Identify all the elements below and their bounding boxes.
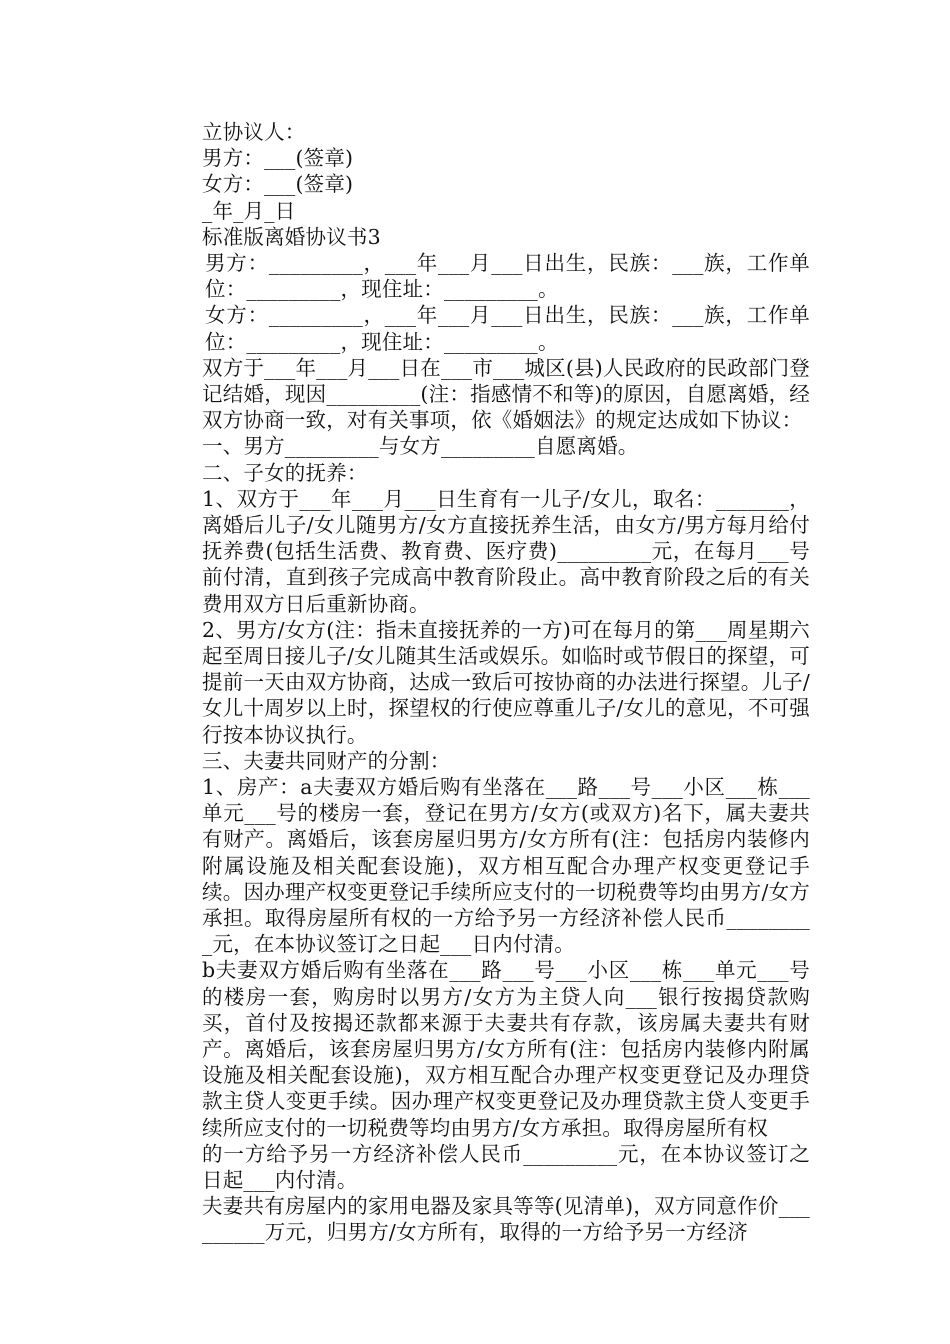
clause-child-custody: 1、双方于___年___月___日生育有一儿子/女儿，取名：_______，离婚后儿子/女儿随男方/女方直接抚养生活，由女方/男方每月给付抚养费(包括生活费、教育费、医疗费)_________元，在每月___号前付清，直到孩子完成高中教育阶段止。高中教育阶段之后的有关费用双方日后重新协商。 <box>202 486 810 616</box>
signature-date-line: _年_月_日 <box>202 198 296 223</box>
male-signature-line: 男方：___(签章) <box>202 146 354 171</box>
intro-paragraph: 双方于___年___月___日在___市___城区(县)人民政府的民政部门登记结婚，现因_________(注：指感情不和等)的原因，自愿离婚，经双方协商一致，对有关事项，依《婚姻法》的规定达成如下协议： <box>202 355 810 433</box>
female-party-info: 女方：_________，___年___月___日出生，民族：___族，工作单位：_________，现住址：_________。 <box>205 303 810 354</box>
male-party-info: 男方：_________，___年___月___日出生，民族：___族，工作单位：_________，现住址：_________。 <box>205 250 810 302</box>
signatory-header: 立协议人： <box>202 120 306 144</box>
clause-divorce: 一、男方_________与女方_________自愿离婚。 <box>202 434 639 459</box>
clause-property-furniture: 夫妻共有房屋内的家用电器及家具等等(见清单)，双方同意作价_________万元，归男方/女方所有，取得的一方给予另一方经济 <box>202 1194 810 1245</box>
agreement-title: 标准版离婚协议书3 <box>202 224 381 249</box>
clause-child-visitation: 2、男方/女方(注：指未直接抚养的一方)可在每月的第___周星期六起至周日接儿子/女儿随其生活或娱乐。如临时或节假日的探望，可提前一天由双方协商，达成一致后可按协商的办法进行探望。儿子/女儿十周岁以上时，探望权的行使应尊重儿子/女儿的意见，不可强行按本协议执行。 <box>202 617 810 747</box>
clause-property-house-b-continued: 的一方给予另一方经济补偿人民币_________元，在本协议签订之日起___内付清。 <box>202 1141 810 1193</box>
clause-property-house-b: b夫妻双方婚后购有坐落在___路___号___小区___栋___单元___号的楼房一套，购房时以男方/女方为主贷人向___银行按揭贷款购买，首付及按揭还款都来源于夫妻共有存款，该房属夫妻共有财产。离婚后，该套房屋归男方/女方所有(注：包括房内装修内附属设施及相关配套设施)，双方相互配合办理产权变更登记及办理贷款主贷人变更手续。因办理产权变更登记及办理贷款主贷人变更手续所应支付的一切税费等均由男方/女方承担。取得房屋所有权 <box>202 958 810 1140</box>
female-signature-line: 女方：___(签章) <box>202 172 354 197</box>
clause-property-title: 三、夫妻共同财产的分割： <box>202 748 451 773</box>
agreement-body <box>145 119 810 1246</box>
clause-child-title: 二、子女的抚养： <box>202 460 368 485</box>
clause-property-house-a: 1、房产：a夫妻双方婚后购有坐落在___路___号___小区___栋___单元___号的楼房一套，登记在男方/女方(或双方)名下，属夫妻共有财产。离婚后，该套房屋归男方/女方所有(注：包括房内装修内附属设施及相关配套设施)，双方相互配合办理产权变更登记手续。因办理产权变更登记手续所应支付的一切税费等均由男方/女方承担。取得房屋所有权的一方给予另一方经济补偿人民币_________元，在本协议签订之日起___日内付清。 <box>202 775 810 957</box>
